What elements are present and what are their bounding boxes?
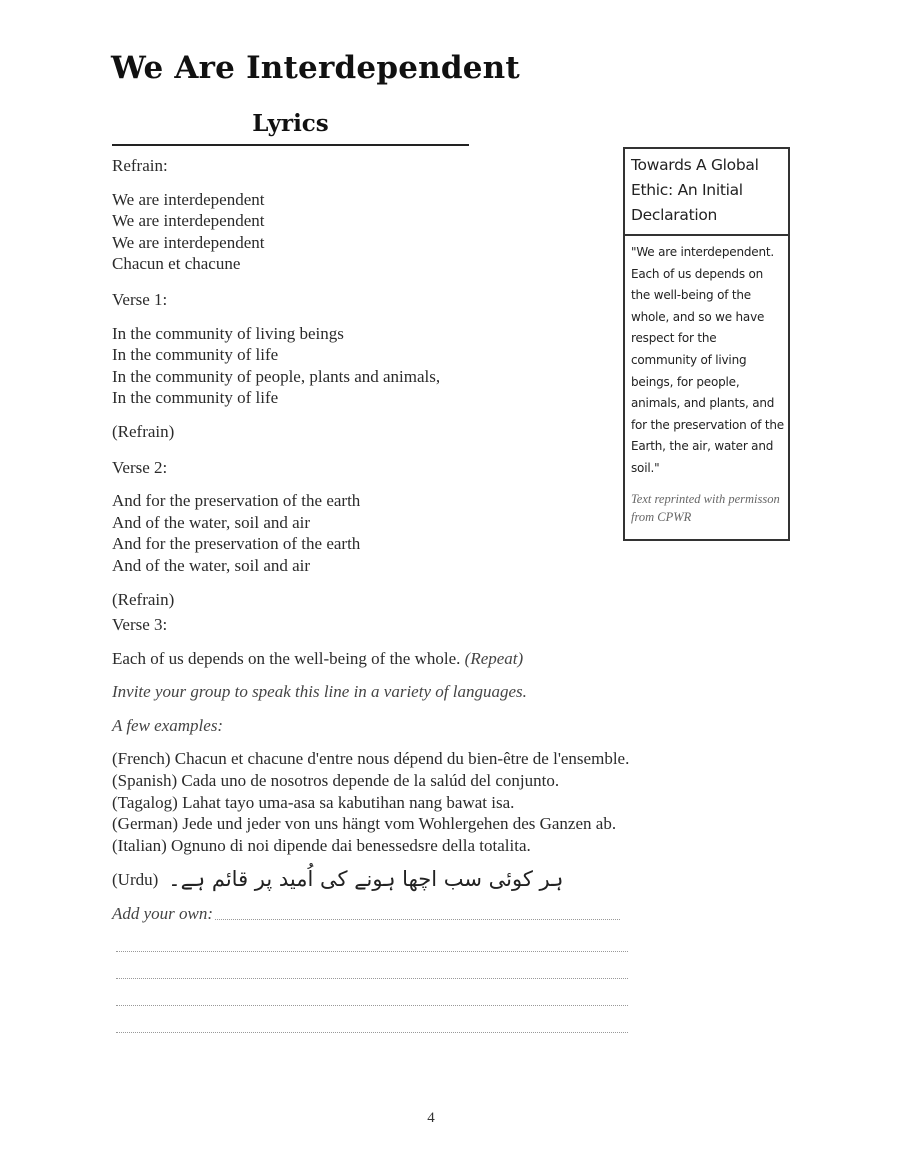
write-in-line (215, 919, 620, 920)
write-in-line (116, 925, 628, 952)
lyric-line: In the community of living beings (112, 323, 344, 343)
verse3-line (112, 648, 652, 670)
translation-spanish: (Spanish) Cada uno de nosotros depende de la salúd del conjunto. (112, 771, 560, 791)
lyric-line: We are interdependent (112, 232, 265, 252)
lyric-line: In the community of life (112, 388, 279, 408)
add-your-own-label: Add your own: (112, 904, 214, 924)
translation-german: (German) Jede und jeder von uns hängt vom Wohlergehen des Ganzen ab. (112, 814, 617, 834)
lyric-line: And of the water, soil and air (112, 555, 311, 575)
examples-label: A few examples: (112, 715, 224, 735)
lyric-line: We are interdependent (112, 189, 265, 209)
translation-french: (French) Chacun et chacune d'entre nous dépend du bien-être de l'ensemble. (112, 749, 630, 769)
lyric-line: In the community of people, plants and animals, (112, 366, 441, 386)
write-in-line (116, 1006, 628, 1033)
translation-tagalog: (Tagalog) Lahat tayo uma-asa sa kabutihan nang bawat isa. (112, 792, 515, 812)
sidebar-box (623, 147, 790, 541)
section-title: Lyrics (112, 110, 469, 146)
write-in-line (116, 979, 628, 1006)
verse3-label: Verse 3: (112, 615, 168, 635)
refrain-label: Refrain: (112, 156, 168, 175)
write-in-line (116, 952, 628, 979)
lyric-line: And for the preservation of the earth (112, 534, 361, 554)
add-your-own-row (112, 903, 652, 925)
refrain-reference: (Refrain) (112, 589, 175, 609)
urdu-label: (Urdu) (112, 870, 159, 890)
sidebar-title: Towards A Global Ethic: An Initial Declaration (625, 149, 788, 236)
page-title: We Are Interdependent (111, 50, 520, 86)
lyric-line: Chacun et chacune (112, 254, 241, 274)
lyric-line: We are interdependent (112, 211, 265, 231)
lyric-line: And of the water, soil and air (112, 512, 311, 532)
lyric-line: In the community of life (112, 345, 279, 365)
urdu-text: ہر کوئی سب اچھا ہونے کی اُمید پر قائم ہے۔ (168, 867, 564, 892)
verse1-label: Verse 1: (112, 289, 168, 309)
verse2-label: Verse 2: (112, 457, 168, 477)
translation-italian: (Italian) Ognuno di noi dipende dai benessedsre della totalita. (112, 835, 531, 855)
urdu-line (112, 869, 652, 891)
refrain-reference: (Refrain) (112, 421, 175, 441)
repeat-note: (Repeat) (464, 648, 524, 668)
verse3-text: Each of us depends on the well-being of the whole. (112, 648, 461, 668)
page-number: 4 (427, 1110, 435, 1126)
instruction-text: Invite your group to speak this line in a variety of languages. (112, 682, 527, 702)
lyric-line: And for the preservation of the earth (112, 491, 361, 511)
sidebar-credit: Text reprinted with permisson from CPWR (631, 491, 780, 524)
sidebar-quote: "We are interdependent. Each of us depends on the well-being of the whole, and so we have respect for the community of living beings, for people, animals, and plants, and for the preservation of the Earth, the air, water and soil." (631, 245, 784, 475)
lyrics-body (112, 155, 652, 1033)
